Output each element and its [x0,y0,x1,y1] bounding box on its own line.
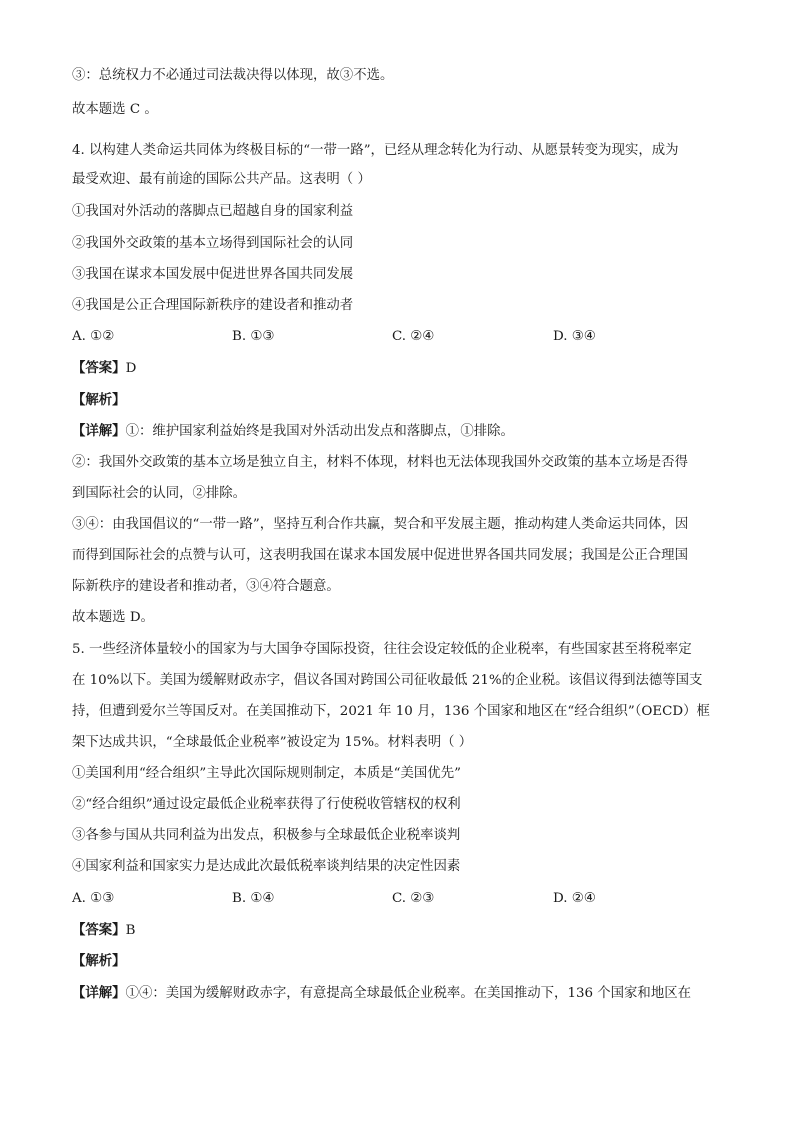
question-4-stem: 最受欢迎、最有前途的国际公共产品。这表明（ ） [72,172,371,187]
detail-line: 际新秩序的建设者和推动者，③④符合题意。 [72,579,340,594]
detail-line [72,421,732,442]
answer-line [72,358,732,379]
answer-value: D [125,361,137,376]
detail-label: 【详解】 [72,985,126,1001]
analysis-label: 【解析】 [72,953,126,969]
option-d: D. ③④ [553,329,596,344]
question-5-item: ①美国利用“经合组织”主导此次国际规则制定，本质是“美国优先” [72,766,461,781]
question-5-item: ④国家利益和国家实力是达成此次最低税率谈判结果的决定性因素 [72,859,461,874]
question-4-item: ④我国是公正合理国际新秩序的建设者和推动者 [72,298,354,313]
option-b: B. ①③ [232,329,275,344]
question-4-item: ②我国外交政策的基本立场得到国际社会的认同 [72,236,354,251]
question-5-options [72,889,732,909]
option-c: C. ②④ [392,329,435,344]
option-d: D. ②④ [553,891,596,906]
detail-line [72,983,732,1004]
question-5-stem: 架下达成共识，“全球最低企业税率”被设定为 15%。材料表明（ ） [72,735,473,750]
question-4-options [72,327,732,347]
text-line: 故本题选 D。 [72,610,154,625]
text-line: 故本题选 C 。 [72,102,158,117]
answer-label: 【答案】 [72,922,126,938]
answer-value: B [125,923,136,938]
question-5-stem: 持，但遭到爱尔兰等国反对。在美国推动下，2021 年 10 月，136 个国家和地区在“经合组织”（OECD）框 [72,704,710,719]
option-a: A. ①② [72,329,115,344]
detail-text: ①④：美国为缓解财政赤字，有意提高全球最低企业税率。在美国推动下，136 个国家和地区在 [125,986,691,1001]
question-5-stem: 5. 一些经济体量较小的国家为与大国争夺国际投资，往往会设定较低的企业税率，有些国家甚至将税率定 [72,642,692,657]
detail-line: 而得到国际社会的点赞与认可，这表明我国在谋求本国发展中促进世界各国共同发展；我国是公正合理国 [72,548,688,563]
detail-text: ①：维护国家利益始终是我国对外活动出发点和落脚点，①排除。 [125,424,514,439]
detail-label: 【详解】 [72,423,126,439]
question-5-item: ③各参与国从共同利益为出发点，积极参与全球最低企业税率谈判 [72,828,461,843]
question-4-item: ③我国在谋求本国发展中促进世界各国共同发展 [72,267,354,282]
detail-line: 到国际社会的认同，②排除。 [72,486,247,501]
question-4-stem: 4. 以构建人类命运共同体为终极目标的“一带一路”，已经从理念转化为行动、从愿景转变为现实，成为 [72,143,679,158]
option-a: A. ①③ [72,891,115,906]
analysis-label: 【解析】 [72,392,126,408]
answer-label: 【答案】 [72,360,126,376]
question-5-stem: 在 10%以下。美国为缓解财政赤字，倡议各国对跨国公司征收最低 21%的企业税。该倡议得到法德等国支 [72,673,703,688]
question-4-item: ①我国对外活动的落脚点已超越自身的国家利益 [72,204,354,219]
detail-line: ③④：由我国倡议的“一带一路”，坚持互利合作共赢，契合和平发展主题，推动构建人类命运共同体，因 [72,517,689,532]
text-line: ③：总统权力不必通过司法裁决得以体现，故③不选。 [72,68,394,83]
option-b: B. ①④ [232,891,275,906]
detail-line: ②：我国外交政策的基本立场是独立自主，材料不体现，材料也无法体现我国外交政策的基本立场是否得 [72,455,688,470]
question-5-item: ②“经合组织”通过设定最低企业税率获得了行使税收管辖权的权利 [72,797,461,812]
answer-line [72,920,732,941]
option-c: C. ②③ [392,891,435,906]
